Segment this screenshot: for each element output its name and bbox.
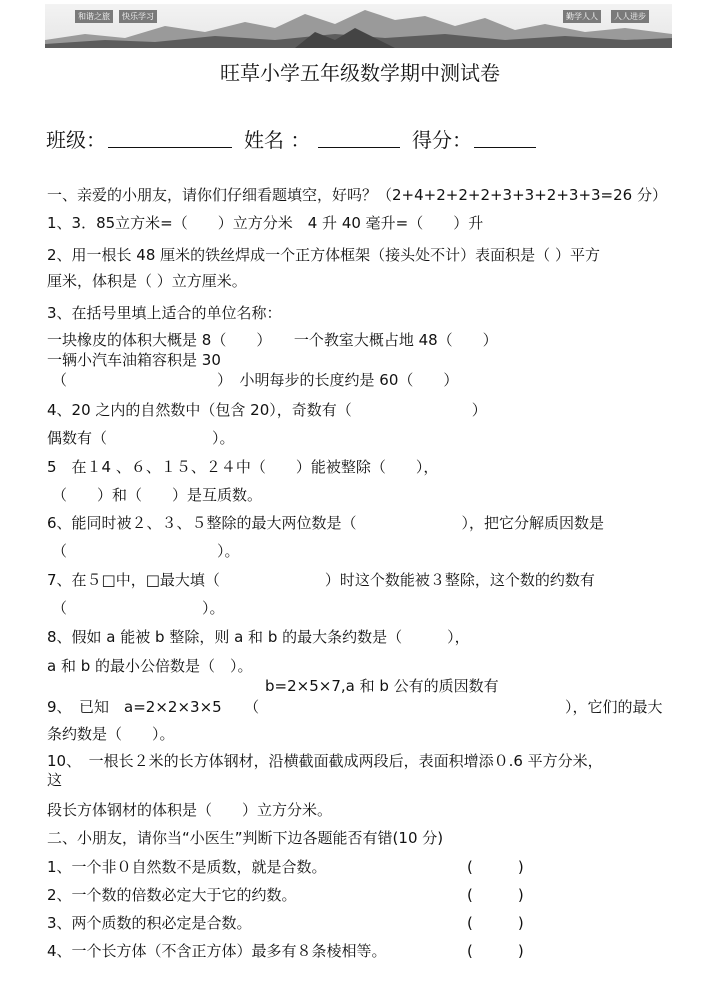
page-title: 旺草小学五年级数学期中测试卷 (220, 61, 500, 85)
question-3: 3、在括号里填上适合的单位名称： (47, 304, 282, 322)
question-9-b-line: b=2×5×7,a 和 b 公有的质因数有 (265, 677, 499, 695)
judge-answer-1[interactable]: ( ) (467, 858, 524, 876)
banner-tag-right-2: 人人进步 (611, 10, 649, 23)
question-7: 7、在５□中，□最大填（ ）时这个数能被３整除，这个数的约数有 (47, 571, 595, 589)
banner-tag-left-1: 和谐之旅 (75, 10, 113, 23)
question-9-tail: ），它们的最大 (565, 698, 663, 716)
class-label: 班级： (46, 128, 106, 152)
question-9: 9、 已知 a=2×2×3×5 （ (47, 698, 260, 716)
question-8-cont: a 和 b 的最小公倍数是（ ）。 (47, 657, 253, 675)
score-blank[interactable] (474, 124, 536, 148)
section2-heading: 二、小朋友，请你当“小医生”判断下边各题能否有错(10 分) (47, 829, 444, 847)
judge-answer-3[interactable]: ( ) (467, 914, 524, 932)
question-7-cont: （ ）。 (52, 599, 225, 617)
judge-item-3: 3、两个质数的积必定是合数。 (47, 914, 252, 932)
banner-tag-left-2: 快乐学习 (119, 10, 157, 23)
question-2-cont: 厘米，体积是（ ）立方厘米。 (47, 272, 247, 290)
question-6: 6、能同时被２、３、５整除的最大两位数是（ ），把它分解质因数是 (47, 514, 605, 532)
question-10: 10、 一根长２米的长方体钢材，沿横截面截成两段后，表面积增添０.6 平方分米， (47, 752, 603, 770)
question-10-cont: 段长方体钢材的体积是（ ）立方分米。 (47, 801, 333, 819)
judge-item-2: 2、一个数的倍数必定大于它的约数。 (47, 886, 297, 904)
section1-heading: 一、亲爱的小朋友，请你们仔细看题填空，好吗？（2+4+2+2+2+3+3+2+3+3=26 分） (47, 186, 667, 204)
class-blank[interactable] (108, 124, 232, 148)
judge-answer-4[interactable]: ( ) (467, 942, 524, 960)
question-4-cont: 偶数有（ ）。 (47, 429, 235, 447)
question-4: 4、20 之内的自然数中（包含 20），奇数有（ ） (47, 401, 487, 419)
question-3-line-a: 一块橡皮的体积大概是 8（ ） 一个教室大概占地 48（ ） (47, 331, 498, 349)
score-label: 得分： (412, 128, 472, 152)
header-banner (45, 4, 672, 48)
question-3-line-c: （ ） 小明每步的长度约是 60（ ） (52, 371, 459, 389)
name-blank[interactable] (318, 124, 400, 148)
question-5-cont: （ ）和（ ）是互质数。 (52, 486, 263, 504)
question-6-cont: （ ）。 (52, 542, 240, 560)
banner-tag-right-1: 勤学人人 (563, 10, 601, 23)
question-8: 8、假如 a 能被 b 整除，则 a 和 b 的最大条约数是（ ）， (47, 628, 470, 646)
name-label: 姓名 ： (244, 128, 311, 152)
question-10-wrap: 这 (47, 771, 63, 789)
judge-answer-2[interactable]: ( ) (467, 886, 524, 904)
question-9-cont: 条约数是（ ）。 (47, 725, 175, 743)
question-3-line-b: 一辆小汽车油箱容积是 30 (47, 351, 221, 369)
question-5: 5 在１4 、６、１５、２４中（ ）能被整除（ ）， (47, 458, 439, 476)
judge-item-4: 4、一个长方体（不含正方体）最多有８条棱相等。 (47, 942, 387, 960)
judge-item-1: 1、一个非０自然数不是质数，就是合数。 (47, 858, 327, 876)
question-1: 1、3．85立方米=（ ）立方分米 4 升 40 毫升=（ ）升 (47, 214, 484, 232)
question-2: 2、用一根长 48 厘米的铁丝焊成一个正方体框架（接头处不计）表面积是（ ）平方 (47, 246, 600, 264)
